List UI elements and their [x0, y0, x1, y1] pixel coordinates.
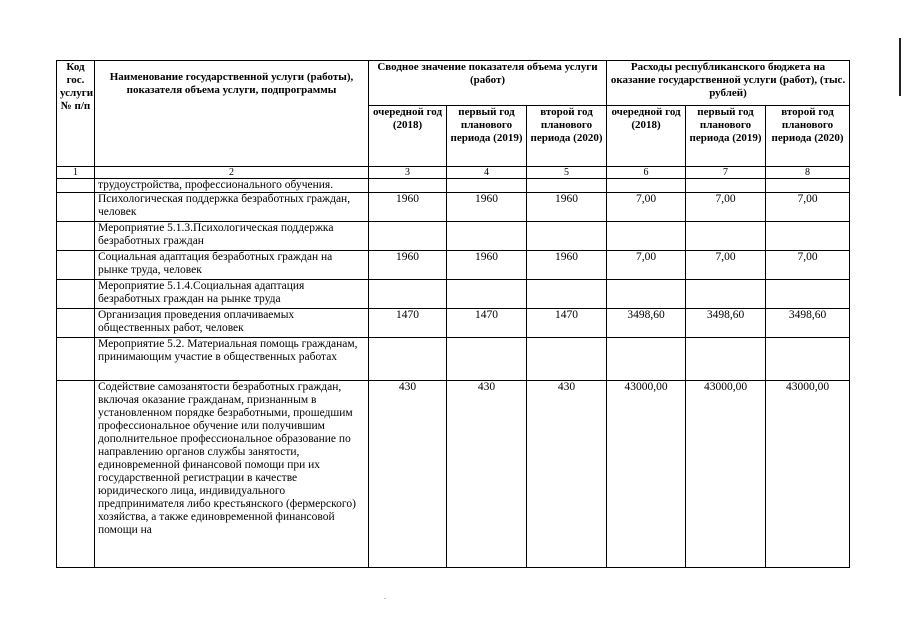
table-row	[57, 179, 850, 193]
row-value	[766, 338, 850, 381]
row-value: 3498,60	[766, 309, 850, 338]
row-code	[57, 193, 95, 222]
column-number: 8	[766, 167, 850, 179]
row-value	[766, 179, 850, 193]
column-number: 4	[447, 167, 527, 179]
row-value: 7,00	[766, 251, 850, 280]
row-value: 3498,60	[686, 309, 766, 338]
row-value: 430	[369, 381, 447, 568]
column-number: 3	[369, 167, 447, 179]
row-value	[607, 179, 686, 193]
header-expense-group: Расходы республиканского бюджета на оказание государственной услуги (работ), (тыс. рублей)	[607, 61, 850, 106]
row-value: 7,00	[766, 193, 850, 222]
row-name: Психологическая поддержка безработных граждан, человек	[95, 193, 369, 222]
row-value	[607, 222, 686, 251]
table-row	[57, 309, 850, 338]
row-value: 430	[527, 381, 607, 568]
column-number: 7	[686, 167, 766, 179]
row-code	[57, 179, 95, 193]
row-value: 43000,00	[766, 381, 850, 568]
row-name: Мероприятие 5.2. Материальная помощь гражданам, принимающим участие в общественных работах	[95, 338, 369, 381]
column-number: 6	[607, 167, 686, 179]
row-value: 7,00	[607, 251, 686, 280]
row-value	[766, 280, 850, 309]
row-name: Мероприятие 5.1.4.Социальная адаптация безработных граждан на рынке труда	[95, 280, 369, 309]
row-value	[369, 179, 447, 193]
header-sub: очередной год (2018)	[607, 106, 686, 167]
table-row	[57, 222, 850, 251]
row-value	[447, 338, 527, 381]
row-value	[527, 338, 607, 381]
row-value	[527, 280, 607, 309]
column-number: 5	[527, 167, 607, 179]
row-value: 1960	[369, 193, 447, 222]
row-value	[369, 222, 447, 251]
row-value	[766, 222, 850, 251]
header-name: Наименование государственной услуги (работы), показателя объема услуги, подпрограммы	[95, 61, 369, 167]
row-value	[686, 280, 766, 309]
row-code	[57, 280, 95, 309]
page-edge-line	[899, 38, 901, 96]
row-value: 7,00	[686, 251, 766, 280]
row-value: 1470	[447, 309, 527, 338]
scan-dot	[384, 598, 386, 599]
header-sub: второй год планового периода (2020)	[766, 106, 850, 167]
row-value: 1960	[447, 251, 527, 280]
row-value	[686, 179, 766, 193]
row-value: 7,00	[686, 193, 766, 222]
row-code	[57, 222, 95, 251]
row-code	[57, 381, 95, 568]
row-name: трудоустройства, профессионального обучения.	[95, 179, 369, 193]
row-value	[607, 280, 686, 309]
row-code	[57, 338, 95, 381]
column-number-row	[57, 167, 850, 179]
header-sub: второй год планового периода (2020)	[527, 106, 607, 167]
row-value: 43000,00	[607, 381, 686, 568]
row-value	[369, 338, 447, 381]
row-value: 1470	[369, 309, 447, 338]
row-value	[686, 338, 766, 381]
row-value	[686, 222, 766, 251]
header-sub: первый год планового периода (2019)	[686, 106, 766, 167]
header-sub: первый год планового периода (2019)	[447, 106, 527, 167]
row-value	[447, 222, 527, 251]
row-value: 43000,00	[686, 381, 766, 568]
budget-table	[56, 60, 850, 568]
row-value: 1960	[369, 251, 447, 280]
table-row	[57, 338, 850, 381]
row-value	[607, 338, 686, 381]
row-code	[57, 251, 95, 280]
row-value: 1470	[527, 309, 607, 338]
header-sub: очередной год (2018)	[369, 106, 447, 167]
header-volume-group: Сводное значение показателя объема услуги (работ)	[369, 61, 607, 106]
column-number: 1	[57, 167, 95, 179]
row-value	[447, 280, 527, 309]
row-value: 7,00	[607, 193, 686, 222]
table-row	[57, 193, 850, 222]
table-row	[57, 381, 850, 568]
row-value	[527, 179, 607, 193]
table-row	[57, 251, 850, 280]
row-value: 3498,60	[607, 309, 686, 338]
row-value	[527, 222, 607, 251]
header-row	[57, 61, 850, 106]
row-value: 430	[447, 381, 527, 568]
row-name: Социальная адаптация безработных граждан на рынке труда, человек	[95, 251, 369, 280]
table-row	[57, 280, 850, 309]
row-value: 1960	[527, 251, 607, 280]
row-code	[57, 309, 95, 338]
column-number: 2	[95, 167, 369, 179]
row-value	[369, 280, 447, 309]
row-name: Организация проведения оплачиваемых общественных работ, человек	[95, 309, 369, 338]
row-value: 1960	[527, 193, 607, 222]
row-name: Содействие самозанятости безработных граждан, включая оказание гражданам, признанным в установленном порядке безработными, прошедшим профессиональное обучение или получившим дополнительное профессиональное образование по направлению органов службы занятости, единовременной финансовой помощи при их государственной регистрации в качестве юридического лица, индивидуального предпринимателя либо крестьянского (фермерского) хозяйства, а также единовременной финансовой помощи на	[95, 381, 369, 568]
row-name: Мероприятие 5.1.3.Психологическая поддержка безработных граждан	[95, 222, 369, 251]
header-code: Код гос. услуги № п/п	[57, 61, 95, 167]
row-value	[447, 179, 527, 193]
row-value: 1960	[447, 193, 527, 222]
